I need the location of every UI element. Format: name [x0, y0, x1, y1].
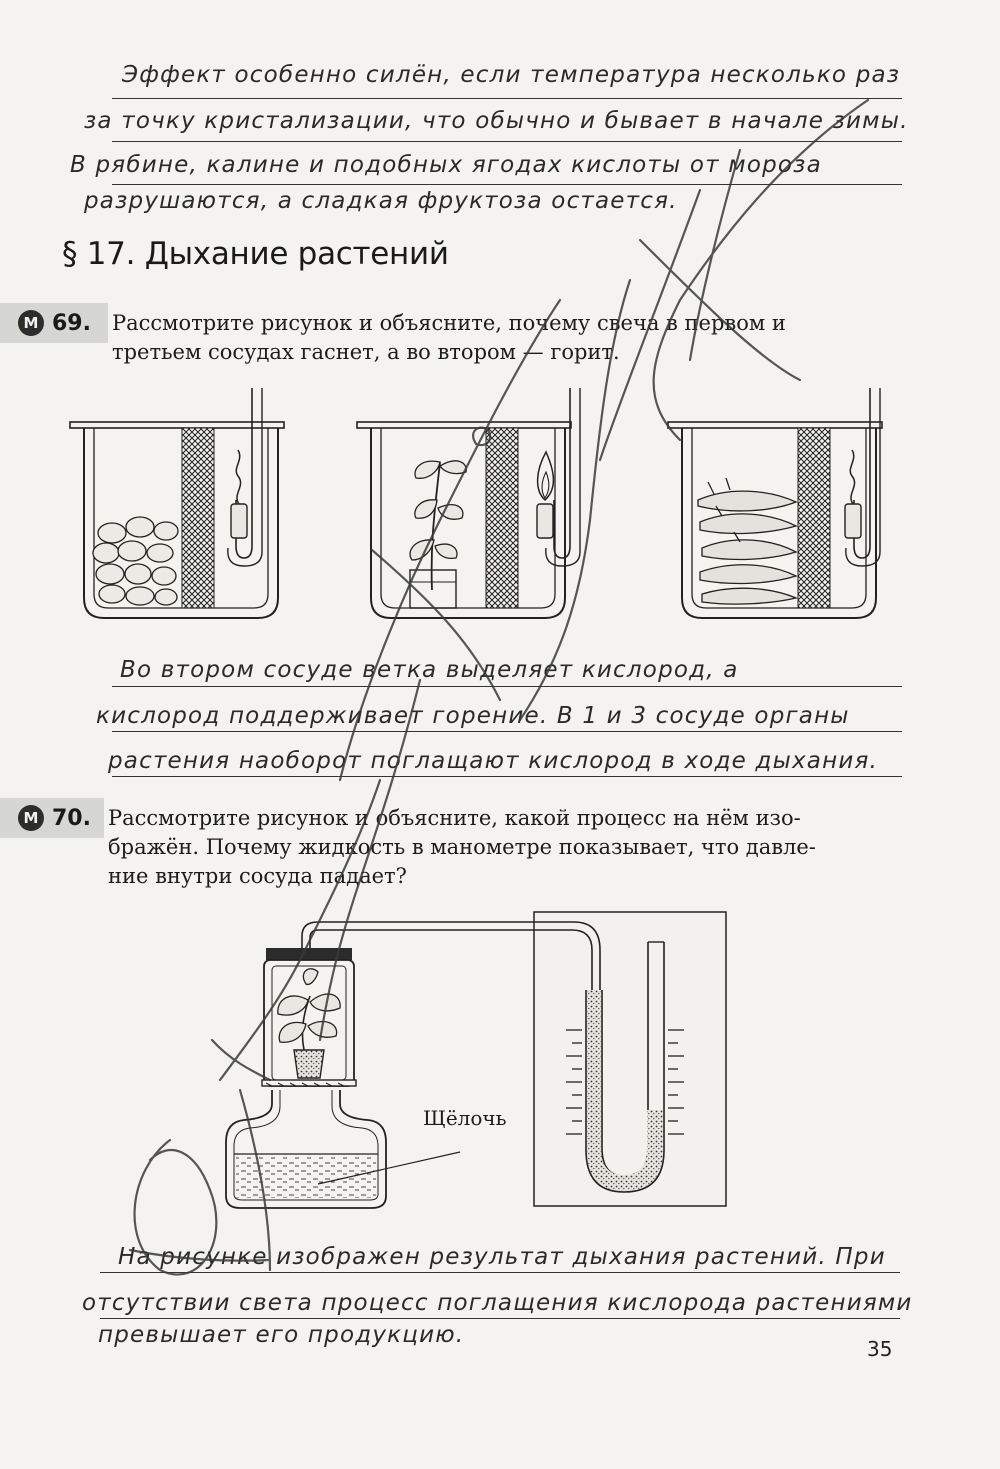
answer-70-line-1: На рисунке изображен результат дыхания растений. При: [118, 1244, 886, 1270]
m-badge-icon: М: [18, 805, 44, 831]
handwritten-line-3: В рябине, калине и подобных ягодах кислоты от мороза: [70, 152, 822, 178]
answer-69-line-3: растения наоборот поглащают кислород в ходе дыхания.: [108, 748, 879, 774]
alkali-label: Щёлочь: [423, 1106, 507, 1130]
answer-70-line-2: отсутствии света процесс поглащения кислорода растениями: [82, 1290, 913, 1316]
handwritten-line-4: разрушаются, а сладкая фруктоза остается.: [84, 188, 678, 214]
task-69-text-line: Рассмотрите рисунок и объясните, почему свеча в первом и: [112, 311, 786, 335]
answer-69-line-2: кислород поддерживает горение. В 1 и 3 сосуде органы: [96, 703, 850, 729]
task-70-text-line: ние внутри сосуда падает?: [108, 864, 407, 888]
page-number: 35: [867, 1337, 893, 1361]
handwritten-line-2: за точку кристализации, что обычно и бывает в начале зимы.: [84, 108, 909, 134]
answer-69-line-1: Во втором сосуде ветка выделяет кислород, а: [120, 657, 739, 683]
section-title: § 17. Дыхание растений: [62, 236, 449, 272]
task-69-text-line: третьем сосудах гаснет, а во втором — горит.: [112, 340, 620, 364]
handwritten-line-1: Эффект особенно силён, если температура несколько раз: [122, 62, 901, 88]
task-69-number: 69.: [52, 310, 91, 336]
task-70-number: 70.: [52, 805, 91, 831]
task-70-text-line: Рассмотрите рисунок и объясните, какой процесс на нём изо-: [108, 806, 801, 830]
task-70-text-line: бражён. Почему жидкость в манометре показывает, что давле-: [108, 835, 816, 859]
m-badge-icon: М: [18, 310, 44, 336]
answer-70-line-3: превышает его продукцию.: [98, 1322, 465, 1348]
